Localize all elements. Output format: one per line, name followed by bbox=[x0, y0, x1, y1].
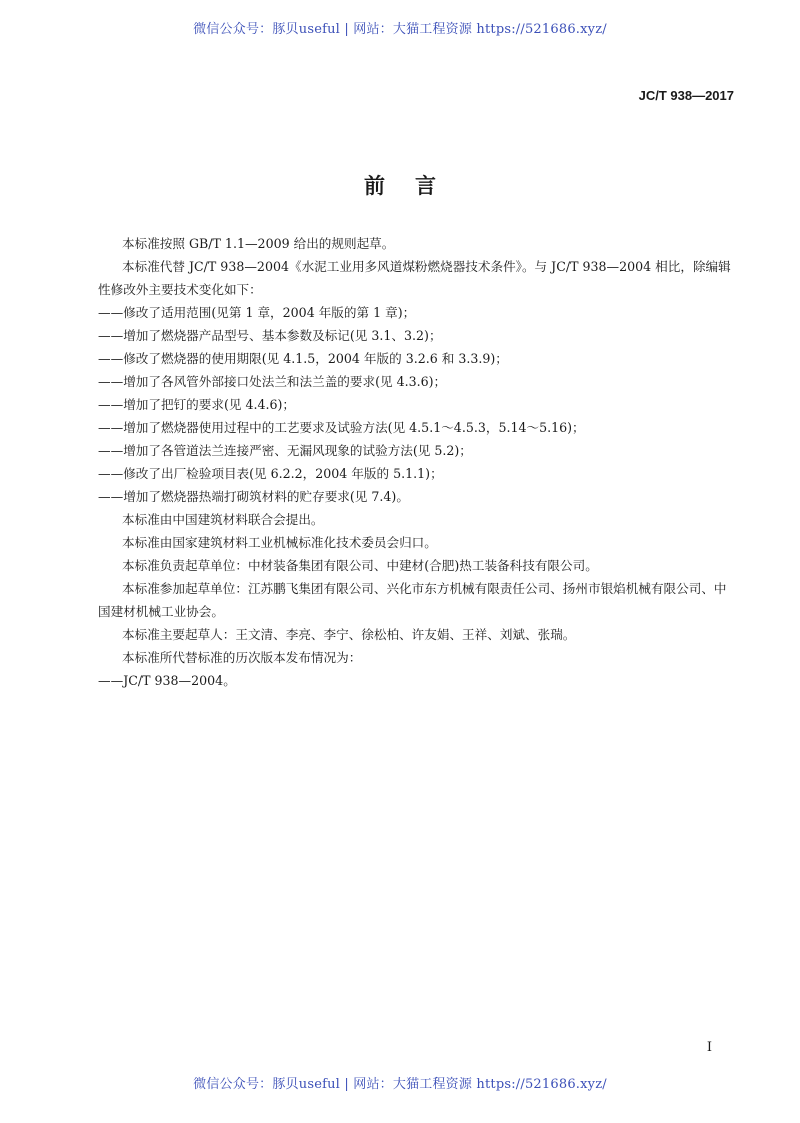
statement: 本标准由中国建筑材料联合会提出。 bbox=[122, 512, 324, 527]
change-item: ——增加了各管道法兰连接严密、无漏风现象的试验方法(见 5.2)； bbox=[98, 443, 472, 458]
statement: 本标准由国家建筑材料工业机械标准化技术委员会归口。 bbox=[122, 535, 437, 550]
change-item: ——修改了出厂检验项目表(见 6.2.2，2004 年版的 5.1.1)； bbox=[98, 466, 443, 481]
change-item: ——修改了燃烧器的使用期限(见 4.1.5，2004 年版的 3.2.6 和 3.3.9)； bbox=[98, 351, 508, 366]
page-title: 前言 bbox=[364, 174, 466, 198]
page-number: I bbox=[706, 1040, 712, 1055]
watermark-top: 微信公众号：豚贝useful | 网站：大猫工程资源 https://521686.xyz/ bbox=[193, 22, 607, 37]
change-item: ——增加了燃烧器使用过程中的工艺要求及试验方法(见 4.5.1～4.5.3，5.14～5.16)； bbox=[98, 420, 585, 435]
statement: 本标准主要起草人：王文清、李亮、李宁、徐松柏、许友娟、王祥、刘斌、张瑞。 bbox=[122, 627, 576, 642]
watermark-bottom: 微信公众号：豚贝useful | 网站：大猫工程资源 https://521686.xyz/ bbox=[193, 1077, 607, 1092]
change-item: ——增加了把钉的要求(见 4.4.6)； bbox=[98, 397, 295, 412]
change-item: ——增加了各风管外部接口处法兰和法兰盖的要求(见 4.3.6)； bbox=[98, 374, 447, 389]
foreword-body bbox=[98, 232, 738, 692]
change-item: ——增加了燃烧器产品型号、基本参数及标记(见 3.1、3.2)； bbox=[98, 328, 442, 343]
change-item: ——增加了燃烧器热端打砌筑材料的贮存要求(见 7.4)。 bbox=[98, 489, 409, 504]
history-item: ——JC/T 938—2004。 bbox=[98, 673, 236, 688]
statement: 本标准负责起草单位：中材装备集团有限公司、中建材(合肥)热工装备科技有限公司。 bbox=[122, 558, 598, 573]
paragraph: 本标准代替 JC/T 938—2004《水泥工业用多风道煤粉燃烧器技术条件》。与 JC/T 938—2004 相比，除编辑性修改外主要技术变化如下： bbox=[98, 259, 731, 297]
paragraph: 本标准按照 GB/T 1.1—2009 给出的规则起草。 bbox=[122, 236, 395, 251]
standard-code: JC/T 938—2017 bbox=[638, 88, 734, 103]
statement: 本标准参加起草单位：江苏鹏飞集团有限公司、兴化市东方机械有限责任公司、扬州市银焰机械有限公司、中国建材机械工业协会。 bbox=[98, 581, 727, 619]
change-item: ——修改了适用范围(见第 1 章，2004 年版的第 1 章)； bbox=[98, 305, 416, 320]
statement: 本标准所代替标准的历次版本发布情况为： bbox=[122, 650, 362, 665]
